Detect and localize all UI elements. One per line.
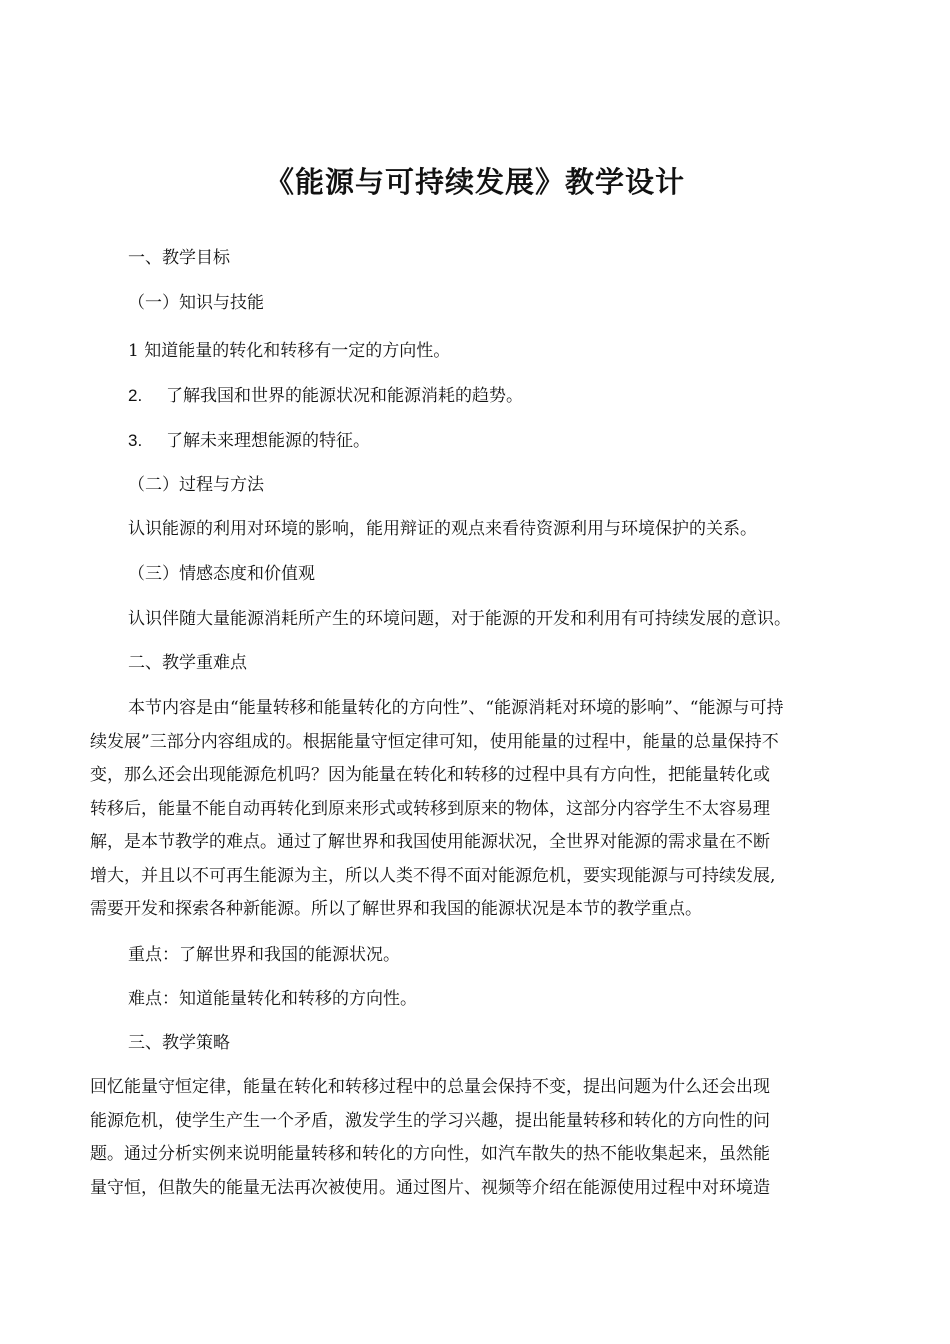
paragraph-line: 变，那么还会出现能源危机吗？因为能量在转化和转移的过程中具有方向性，把能量转化或 (90, 765, 770, 785)
list-item-2-number: 2. (128, 386, 143, 405)
paragraph-line: 解，是本节教学的难点。通过了解世界和我国使用能源状况，全世界对能源的需求量在不断 (90, 832, 770, 852)
process-text: 认识能源的利用对环境的影响，能用辩证的观点来看待资源利用与环境保护的关系。 (128, 519, 757, 539)
list-item-1: 1 知道能量的转化和转移有一定的方向性。 (128, 341, 451, 361)
list-item-2-text: 了解我国和世界的能源状况和能源消耗的趋势。 (166, 386, 523, 406)
paragraph-line: 需要开发和探索各种新能源。所以了解世界和我国的能源状况是本节的教学重点。 (90, 899, 702, 919)
difficult-point-text: 难点：知道能量转化和转移的方向性。 (128, 989, 417, 1009)
list-item-3-text: 了解未来理想能源的特征。 (166, 431, 370, 451)
paragraph-line: 回忆能量守恒定律，能量在转化和转移过程中的总量会保持不变，提出问题为什么还会出现 (90, 1077, 770, 1097)
section-heading-strategy: 三、教学策略 (128, 1033, 230, 1053)
paragraph-line: 能源危机，使学生产生一个矛盾，激发学生的学习兴趣，提出能量转移和转化的方向性的问 (90, 1110, 770, 1131)
section-heading-objectives: 一、教学目标 (128, 248, 230, 268)
paragraph-line: 续发展”三部分内容组成的。根据能量守恒定律可知，使用能量的过程中，能量的总量保持不 (90, 731, 779, 752)
paragraph-line: 本节内容是由“能量转移和能量转化的方向性”、“能源消耗对环境的影响”、“能源与可持 (128, 698, 784, 718)
subsection-heading-process: （二）过程与方法 (128, 475, 264, 495)
document-title: 《能源与可持续发展》教学设计 (264, 165, 685, 199)
list-item-3 (128, 429, 370, 453)
list-item-2 (128, 384, 523, 408)
attitude-text: 认识伴随大量能源消耗所产生的环境问题，对于能源的开发和利用有可持续发展的意识。 (128, 609, 791, 629)
paragraph-line: 增大，并且以不可再生能源为主，所以人类不得不面对能源危机，要实现能源与可持续发展, (90, 865, 776, 886)
key-points-paragraph (90, 692, 870, 927)
paragraph-line: 题。通过分析实例来说明能量转移和转化的方向性，如汽车散失的热不能收集起来，虽然能 (90, 1144, 770, 1164)
list-item-3-number: 3. (128, 431, 143, 450)
paragraph-line: 量守恒，但散失的能量无法再次被使用。通过图片、视频等介绍在能源使用过程中对环境造 (90, 1177, 770, 1198)
paragraph-line: 转移后，能量不能自动再转化到原来形式或转移到原来的物体，这部分内容学生不太容易理 (90, 798, 770, 819)
subsection-heading-attitude: （三）情感态度和价值观 (128, 564, 315, 584)
subsection-heading-knowledge: （一）知识与技能 (128, 293, 264, 313)
key-point-text: 重点：了解世界和我国的能源状况。 (128, 945, 400, 965)
strategy-paragraph (90, 1071, 870, 1205)
section-heading-key-points: 二、教学重难点 (128, 653, 247, 673)
